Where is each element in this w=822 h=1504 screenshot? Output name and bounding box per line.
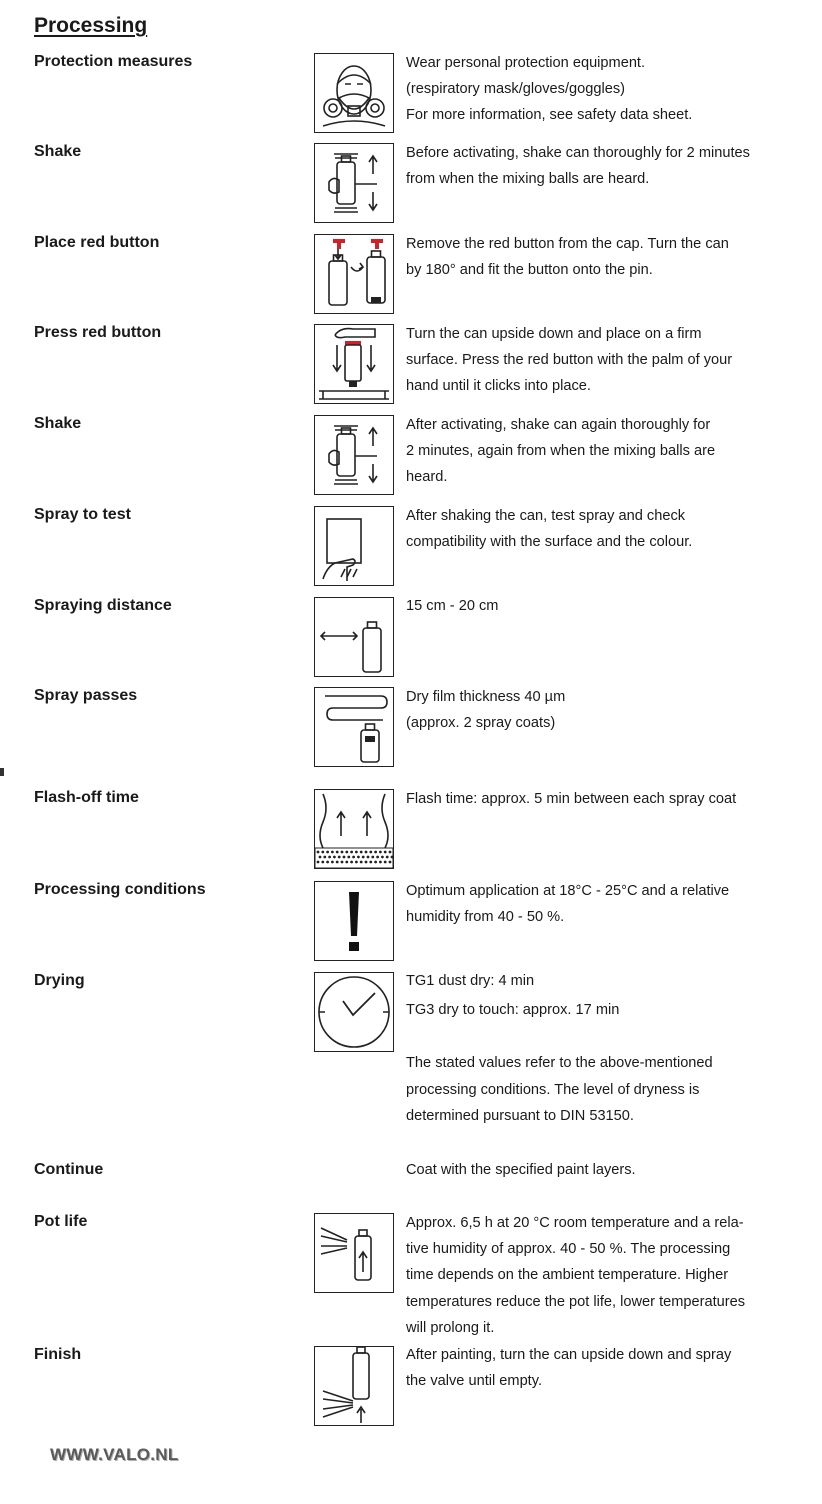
shake-can-icon [314, 415, 394, 495]
spray-passes-icon [314, 687, 394, 767]
description-line: Turn the can upside down and place on a firm [406, 326, 702, 342]
description-line: tive humidity of approx. 40 - 50 %. The processing [406, 1241, 731, 1258]
step-description [406, 1157, 786, 1183]
step-label: Pot life [34, 1213, 88, 1230]
step-label: Protection measures [34, 53, 193, 70]
step-label: Shake [34, 143, 82, 160]
page-title: Processing [34, 14, 148, 37]
note-line: processing conditions. The level of dryness is [406, 1081, 700, 1098]
note-line: determined pursuant to DIN 53150. [406, 1107, 634, 1124]
test-spray-card-icon-graphic [315, 507, 393, 585]
step-description [406, 1210, 786, 1341]
step-description [406, 968, 786, 1129]
place-red-button-icon [314, 234, 394, 314]
description-line: (respiratory mask/gloves/goggles) [406, 81, 625, 98]
place-red-button-icon-graphic [315, 235, 393, 313]
description-line: by 180° and fit the button onto the pin. [406, 262, 653, 279]
description-line: Coat with the specified paint layers. [406, 1162, 636, 1178]
step-label: Finish [34, 1346, 82, 1363]
step-description [406, 1342, 786, 1394]
step-label: Flash-off time [34, 789, 139, 806]
step-description [406, 593, 786, 619]
clock-icon-graphic [315, 973, 393, 1051]
respirator-mask-icon-graphic [315, 54, 393, 132]
step-description [406, 878, 786, 930]
step-description [406, 231, 786, 283]
footer-watermark: WWW.VALO.NL [50, 1445, 179, 1464]
description-line: humidity from 40 - 50 %. [406, 909, 565, 926]
description-line: surface. Press the red button with the palm of your [406, 352, 733, 369]
step-label: Spraying distance [34, 597, 172, 614]
description-line: hand until it clicks into place. [406, 378, 591, 395]
respirator-mask-icon [314, 53, 394, 133]
description-line: will prolong it. [406, 1319, 495, 1336]
test-spray-card-icon [314, 506, 394, 586]
description-line: the valve until empty. [406, 1373, 543, 1390]
description-line: 15 cm - 20 cm [406, 598, 499, 614]
step-description [406, 321, 786, 400]
flash-off-icon-graphic [315, 790, 393, 868]
description-line: Flash time: approx. 5 min between each spray coat [406, 791, 737, 807]
description-line: Approx. 6,5 h at 20 °C room temperature and a rela- [406, 1215, 744, 1231]
shake-can-icon [314, 143, 394, 223]
exclamation-icon [314, 881, 394, 961]
spacer [406, 1023, 786, 1050]
description-line: Optimum application at 18°C - 25°C and a relative [406, 883, 730, 899]
description-line: time depends on the ambient temperature. Higher [406, 1267, 729, 1284]
pot-life-icon-graphic [315, 1214, 393, 1292]
exclamation-icon-graphic [315, 882, 393, 960]
step-label: Drying [34, 972, 85, 989]
step-label: Shake [34, 415, 82, 432]
step-description [406, 412, 786, 491]
step-description [406, 50, 786, 129]
empty-valve-icon-graphic [315, 1347, 393, 1425]
margin-mark [0, 768, 4, 776]
shake-can-icon-graphic [315, 416, 393, 494]
description-line: Remove the red button from the cap. Turn the can [406, 236, 729, 252]
clock-icon [314, 972, 394, 1052]
description-line: For more information, see safety data sheet. [406, 107, 693, 124]
description-line: heard. [406, 469, 448, 486]
pot-life-icon [314, 1213, 394, 1293]
description-line: (approx. 2 spray coats) [406, 715, 556, 732]
step-description [406, 140, 786, 192]
step-label: Spray to test [34, 506, 131, 523]
step-label: Press red button [34, 324, 162, 341]
step-description [406, 684, 786, 736]
step-label: Place red button [34, 234, 160, 251]
description-line: After activating, shake can again thoroughly for [406, 417, 711, 433]
description-line: Wear personal protection equipment. [406, 55, 646, 71]
flash-off-icon [314, 789, 394, 869]
press-red-button-icon-graphic [315, 325, 393, 403]
description-line: 2 minutes, again from when the mixing balls are [406, 443, 716, 460]
description-line: TG1 dust dry: 4 min [406, 973, 535, 989]
step-description [406, 786, 786, 812]
description-line: After shaking the can, test spray and check [406, 508, 686, 524]
shake-can-icon-graphic [315, 144, 393, 222]
spray-distance-icon-graphic [315, 598, 393, 676]
empty-valve-icon [314, 1346, 394, 1426]
step-label: Spray passes [34, 687, 138, 704]
description-line: Dry film thickness 40 µm [406, 689, 566, 705]
spray-distance-icon [314, 597, 394, 677]
description-line: Before activating, shake can thoroughly for 2 minutes [406, 145, 750, 161]
step-description [406, 503, 786, 555]
description-line: from when the mixing balls are heard. [406, 171, 650, 188]
note-line: The stated values refer to the above-mentioned [406, 1055, 713, 1072]
step-label: Processing conditions [34, 881, 206, 898]
step-label: Continue [34, 1161, 104, 1178]
description-line: temperatures reduce the pot life, lower temperatures [406, 1293, 746, 1310]
spray-passes-icon-graphic [315, 688, 393, 766]
description-line: TG3 dry to touch: approx. 17 min [406, 1002, 620, 1019]
description-line: compatibility with the surface and the colour. [406, 534, 693, 551]
description-line: After painting, turn the can upside down and spray [406, 1347, 732, 1363]
press-red-button-icon [314, 324, 394, 404]
